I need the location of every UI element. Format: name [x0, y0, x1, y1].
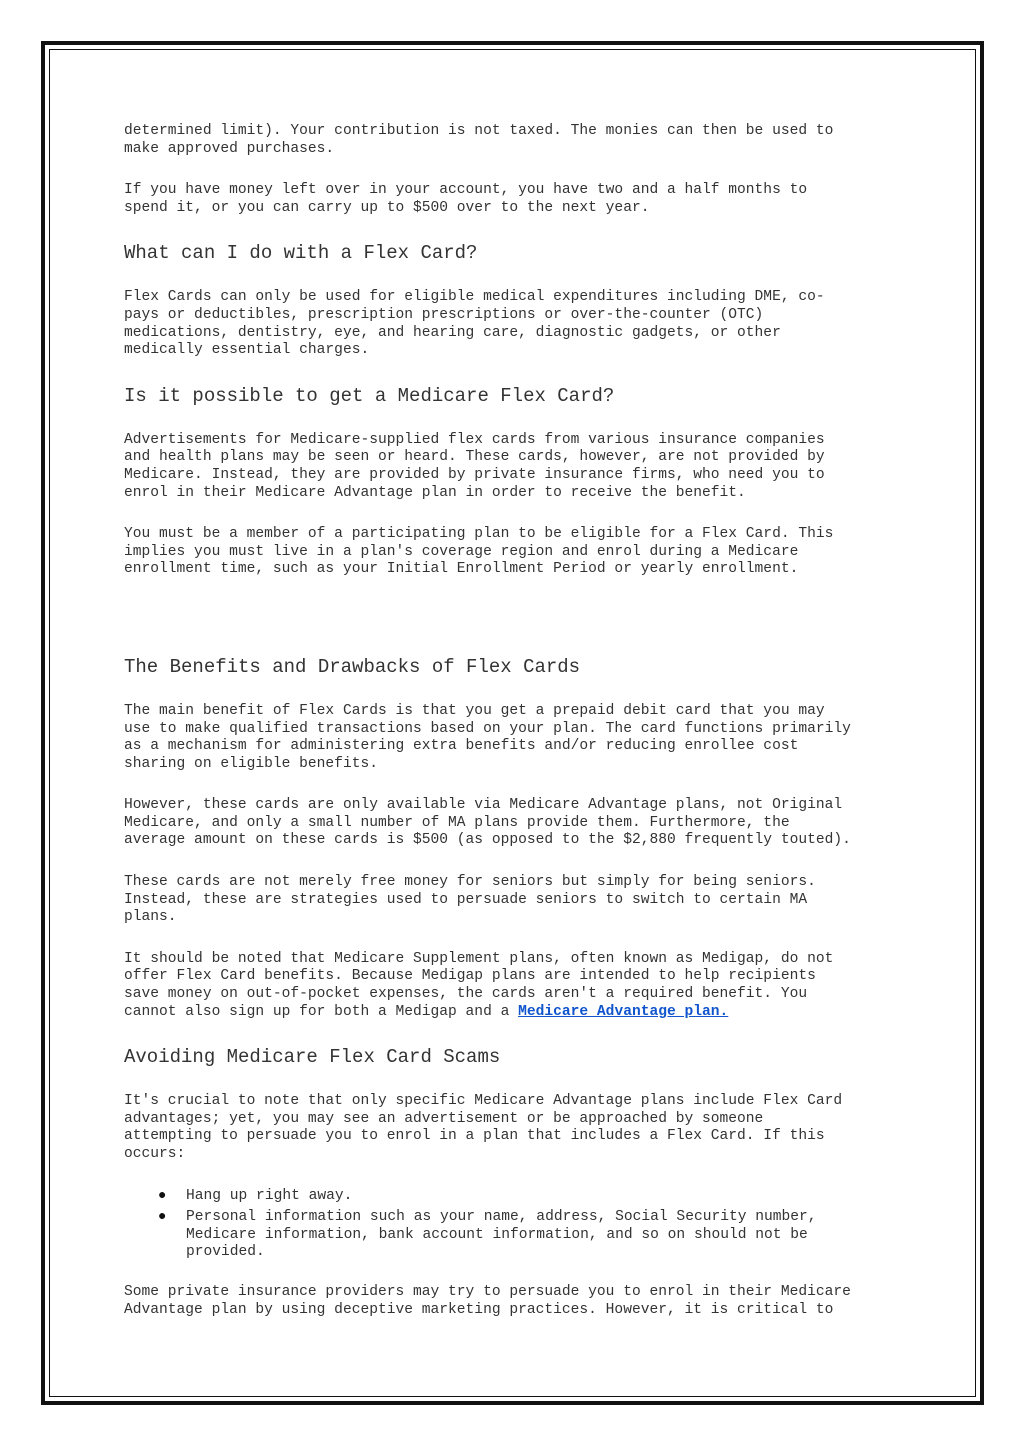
list-item-text: Hang up right away. — [186, 1187, 353, 1204]
paragraph-leftover-money: If you have money left over in your account, you have two and a half months to spend it, or you can carry up to $500 over to the next year. — [124, 182, 808, 216]
paragraph-medigap-text: It should be noted that Medicare Supplement plans, often known as Medigap, do not offer Flex Card benefits. Because Medigap plans are intended to help recipients save money on out-of-pocket expenses, the cards aren't a required benefit. You cannot also sign up for both a Medigap and a — [124, 950, 834, 1020]
paragraph-main-benefit: The main benefit of Flex Cards is that you get a prepaid debit card that you may use to make qualified transactions based on your plan. The card functions primarily as a mechanism for administering extra benefits and/or reducing enrollee cost sharing on eligible benefits. — [124, 702, 851, 772]
paragraph-crucial-note: It's crucial to note that only specific Medicare Advantage plans include Flex Card advantages; yet, you may see an advertisement or be approached by someone attempting to persuade you to enrol in a plan that includes a Flex Card. If this occurs: — [124, 1093, 843, 1162]
heading-benefits-drawbacks: The Benefits and Drawbacks of Flex Cards — [124, 655, 581, 678]
heading-what-can-i-do: What can I do with a Flex Card? — [124, 242, 478, 265]
bullet-icon: ● — [158, 1187, 167, 1204]
list-item — [158, 1209, 914, 1262]
list-item — [158, 1187, 914, 1206]
paragraph-eligible-expenditures: Flex Cards can only be used for eligible medical expenditures including DME, co- pays or deductibles, prescription prescriptions or over-the-counter (OTC) medications, dentistry, eye, and hearing care, diagnostic gadgets, or other medically essential charges. — [124, 289, 825, 359]
paragraph-contribution: determined limit). Your contribution is not taxed. The monies can then be used to make approved purchases. — [124, 123, 834, 157]
heading-avoiding-scams: Avoiding Medicare Flex Card Scams — [124, 1046, 501, 1069]
bullet-icon: ● — [158, 1209, 167, 1226]
heading-is-it-possible: Is it possible to get a Medicare Flex Card? — [124, 384, 615, 407]
paragraph-not-free-money: These cards are not merely free money for seniors but simply for being seniors. Instead, these are strategies used to persuade seniors to switch to certain MA plans. — [124, 874, 816, 926]
scam-advice-list — [124, 1188, 914, 1262]
paragraph-availability: However, these cards are only available via Medicare Advantage plans, not Original Medicare, and only a small number of MA plans provide them. Furthermore, the average amount on these cards is $500 (as opposed to the $2,880 frequently touted). — [124, 797, 851, 849]
document-body — [124, 123, 914, 1343]
paragraph-membership: You must be a member of a participating plan to be eligible for a Flex Card. This implies you must live in a plan's coverage region and enrol during a Medicare enrollment time, such as your Initial Enrollment Period or yearly enrollment. — [124, 526, 834, 578]
paragraph-medigap — [124, 951, 914, 1021]
list-item-text: Personal information such as your name, address, Social Security number, Medicare information, bank account information, and so on should not be provided. — [186, 1209, 817, 1261]
medicare-advantage-plan-link[interactable]: Medicare Advantage plan. — [518, 1003, 729, 1020]
section-spacer — [124, 603, 914, 655]
paragraph-advertisements: Advertisements for Medicare-supplied flex cards from various insurance companies and health plans may be seen or heard. These cards, however, are not provided by Medicare. Instead, they are provided by private insurance firms, who need you to enrol in their Medicare Advantage plan in order to receive the benefit. — [124, 431, 825, 501]
paragraph-private-providers: Some private insurance providers may try to persuade you to enrol in their Medicare Advantage plan by using deceptive marketing practices. However, it is critical to — [124, 1283, 851, 1318]
